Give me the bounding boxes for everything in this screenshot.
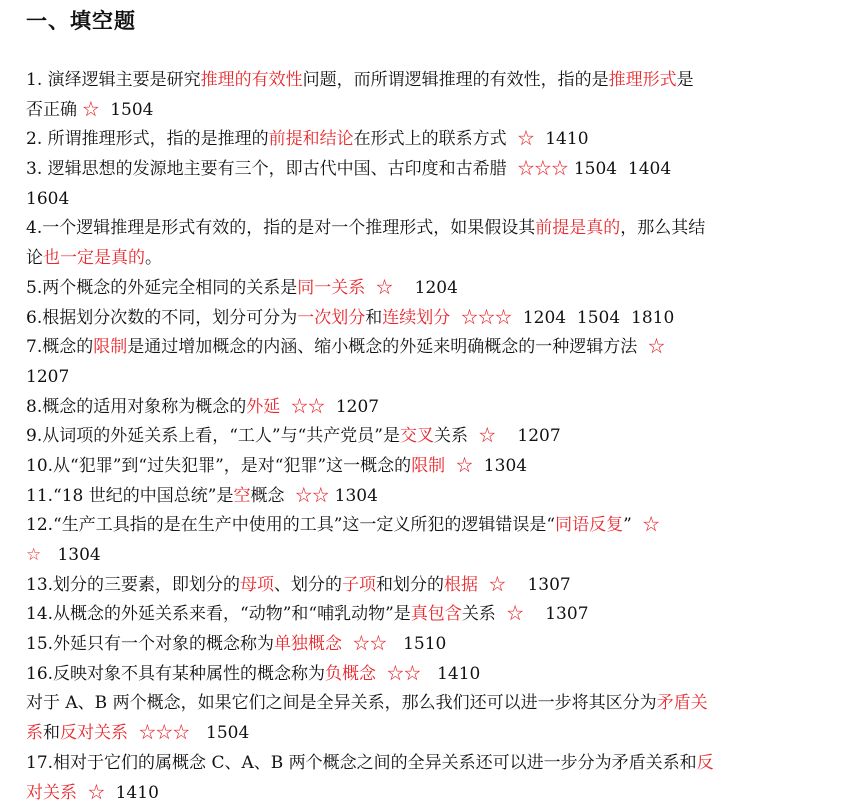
line-text: 1307 [523,604,589,625]
line-text: 是通过增加概念的内涵、缩小概念的外延来明确概念的一种逻辑方法 [127,337,649,358]
line-text: 3. 逻辑思想的发源地主要有三个，即古代中国、古印度和古希腊 [26,159,518,180]
star-rating-icon: ☆ [517,129,535,150]
text-line [26,304,826,334]
text-line [26,185,826,215]
text-line [26,422,826,452]
document-page [26,6,826,808]
answer-text: 限制 [411,455,446,476]
answer-text: 也一定是真的 [43,248,145,269]
line-text: 12.“生产工具指的是在生产中使用的工具”这一定义所犯的逻辑错误是“ [26,515,556,536]
answer-text: 子项 [342,574,377,595]
line-text: 11.“18 世纪的中国总统”是 [26,485,234,506]
line-text: 1304 [473,455,528,476]
line-text: 1207 [325,396,380,417]
line-text: 1207 [495,426,561,447]
answer-text: 交叉 [399,426,434,447]
text-line [26,482,826,512]
line-text: ” [623,515,643,536]
answer-text: 限制 [93,337,128,358]
answer-text: 系 [26,723,43,744]
line-text: 论 [26,248,43,269]
text-line [26,363,826,393]
star-rating-icon: ☆☆ [291,396,326,417]
line-text: 在形式上的联系方式 [353,129,518,150]
answer-text: 外延 [246,396,281,417]
answer-text: 推理的有效性 [200,70,303,90]
star-rating-icon: ☆ [642,515,660,536]
answer-text: 前提是真的 [535,218,621,239]
star-rating-icon: ☆ [87,782,105,803]
line-text [445,456,456,476]
line-text: 5.两个概念的外延完全相同的关系是 [26,277,298,298]
answer-text: 真包含 [410,604,462,625]
answer-text: 同语反复 [555,515,624,536]
line-text: 概念 [250,485,296,506]
star-rating-icon: ☆ [478,426,496,447]
star-rating-icon: ☆☆ [352,634,387,655]
text-line [26,630,826,660]
answer-text: 单独概念 [274,634,343,655]
line-text: 16.反映对象不具有某种属性的概念称为 [26,663,326,684]
answer-text: 同一关系 [297,277,366,298]
line-text: 17.相对于它们的属概念 C、A、B 两个概念之间的全异关系还可以进一步分为矛盾关系和 [26,752,697,773]
line-text [342,634,353,654]
text-line [26,66,826,96]
line-text: 8.概念的适用对象称为概念的 [26,396,247,417]
line-text [128,723,139,743]
text-line [26,96,826,126]
line-text: 关系 [461,604,507,625]
line-text: 1504 1404 [568,159,672,180]
line-text: 1510 [386,634,447,655]
line-text: 14.从概念的外延关系来看，“动物”和“哺乳动物”是 [26,604,411,625]
line-text: 1410 [420,663,481,684]
line-text: 1304 [329,485,378,506]
line-text: 。 [145,248,162,269]
line-text: 10.从“犯罪”到“过失犯罪”，是对“犯罪”这一概念的 [26,455,412,476]
line-text: 1410 [104,782,159,803]
line-text: 1304 [41,545,101,565]
line-text: 关系 [433,426,479,447]
star-rating-icon: ☆☆☆ [138,723,190,744]
text-line [26,600,826,630]
line-text: 和 [43,723,60,744]
line-text: 9.从词项的外延关系上看，“工人”与“共产党员”是 [26,426,400,447]
line-text: 1204 [393,277,458,298]
line-text [280,397,291,417]
text-line [26,660,826,690]
text-line [26,541,826,571]
line-text: 和 [365,307,383,328]
line-text: 1410 [534,129,589,150]
text-line [26,393,826,423]
line-text: 4.一个逻辑推理是形式有效的，指的是对一个推理形式，如果假设其 [26,218,536,239]
text-line [26,214,826,244]
answer-text: 根据 [444,574,479,595]
line-text: 1204 1504 1810 [512,307,675,328]
text-line [26,689,826,719]
line-text: 1207 [26,366,70,387]
line-text: ，那么其结 [620,218,706,239]
text-line [26,779,826,808]
text-line [26,244,826,274]
line-text: 对于 A、B 两个概念，如果它们之间是全异关系，那么我们还可以进一步将其区分为 [26,693,657,714]
line-text: 和划分的 [376,574,445,595]
line-text: 6.根据划分次数的不同，划分可分为 [26,307,298,328]
text-line [26,333,826,363]
line-text: 7.概念的 [26,337,94,358]
answer-text: 一次划分 [297,307,366,328]
text-line [26,452,826,482]
answer-text: 反对关系 [60,723,128,744]
line-text [365,278,376,298]
line-text: 、划分的 [274,574,343,595]
answer-text: 反 [696,752,714,773]
star-rating-icon: ☆☆ [386,663,421,684]
section-heading: 一、填空题 [26,9,136,33]
star-rating-icon: ☆ [26,545,42,565]
line-text [478,575,489,595]
text-line [26,571,826,601]
star-rating-icon: ☆ [488,574,506,595]
line-text: 问题，而所谓逻辑推理的有效性，指的是 [302,70,609,90]
line-text: 否正确 [26,99,83,120]
text-line [26,274,826,304]
text-line [26,155,826,185]
line-text [376,664,387,684]
line-text: 15.外延只有一个对象的概念称为 [26,634,275,655]
answer-text: 对关系 [26,782,77,803]
answer-text: 母项 [240,574,275,595]
star-rating-icon: ☆ [456,455,473,476]
star-rating-icon: ☆☆☆ [461,307,513,328]
text-line [26,125,826,155]
answer-text: 矛盾关 [656,693,708,714]
line-text: 是 [676,70,694,90]
answer-text: 空 [233,485,251,506]
line-text: 1504 [189,723,250,744]
line-text: 1604 [26,188,70,209]
star-rating-icon: ☆☆ [295,485,330,506]
line-text [450,308,461,328]
star-rating-icon: ☆ [506,604,524,625]
star-rating-icon: ☆ [376,277,394,298]
star-rating-icon: ☆☆☆ [517,159,569,180]
answer-text: 连续划分 [382,307,451,328]
line-text: 2. 所谓推理形式，指的是推理的 [26,129,269,150]
question-list [26,66,826,808]
line-text: 1. 演绎逻辑主要是研究 [26,70,201,90]
answer-text: 推理形式 [608,70,677,90]
line-text: 1307 [505,574,571,595]
text-line [26,511,826,541]
star-rating-icon: ☆ [82,99,100,120]
text-line [26,719,826,749]
star-rating-icon: ☆ [648,337,666,358]
line-text: 13.划分的三要素，即划分的 [26,574,241,595]
answer-text: 前提和结论 [268,129,354,150]
line-text: 1504 [99,99,154,120]
text-line [26,749,826,779]
answer-text: 负概念 [325,663,377,684]
line-text [77,783,88,803]
